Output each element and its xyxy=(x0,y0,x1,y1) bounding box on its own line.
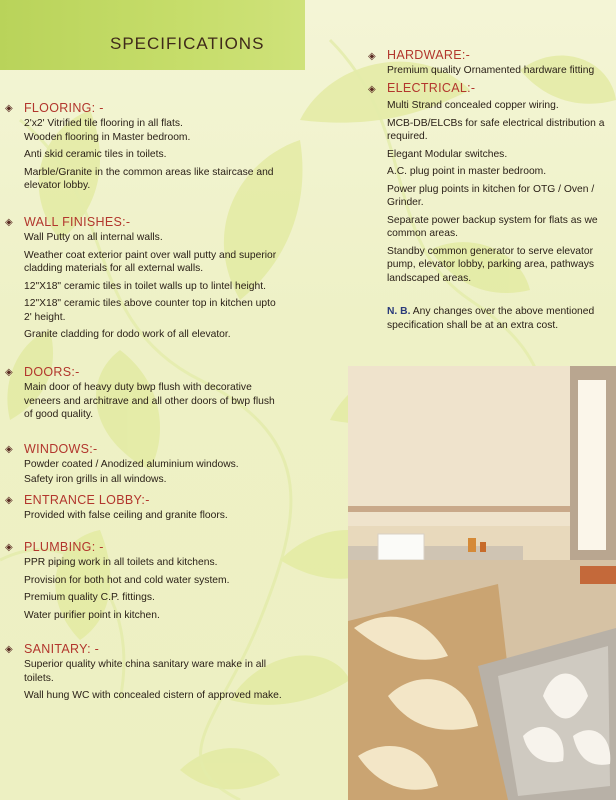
list-item: Safety iron grills in all windows. xyxy=(24,473,167,485)
heading-text: WINDOWS:- xyxy=(24,442,98,456)
list-item: Superior quality white china sanitary ware make in all toilets. xyxy=(24,659,267,684)
section-heading xyxy=(387,47,613,64)
section-windows xyxy=(5,441,286,486)
list-item: Multi Strand concealed copper wiring. xyxy=(387,100,559,111)
section-sanitary xyxy=(5,641,286,707)
list-item: PPR piping work in all toilets and kitchens. xyxy=(24,557,218,568)
section-wall-finishes xyxy=(5,214,286,346)
page-title: SPECIFICATIONS xyxy=(110,34,265,53)
section-heading xyxy=(5,492,286,509)
list-item: Main door of heavy duty bwp flush with decorative veneers and architrave and all other doors of bwp flush of good quality. xyxy=(24,382,275,420)
list-item: 12"X18" ceramic tiles above counter top in kitchen upto 2' height. xyxy=(24,298,276,323)
list-item: Water purifier point in kitchen. xyxy=(24,609,160,621)
heading-text: ENTRANCE LOBBY:- xyxy=(24,493,150,507)
section-plumbing xyxy=(5,539,286,626)
section-heading xyxy=(5,364,286,381)
section-flooring xyxy=(5,100,286,197)
list-item: Elegant Modular switches. xyxy=(387,148,508,160)
section-heading xyxy=(5,214,286,231)
list-item: 2'x2' Vitrified tile flooring in all flats. Wooden flooring in Master bedroom. xyxy=(24,118,191,143)
diamond-bullet-icon: ◈ xyxy=(5,542,13,553)
section-hardware xyxy=(387,47,613,78)
list-item: Weather coat exterior paint over wall putty and superior cladding materials for all external walls. xyxy=(24,249,277,274)
note-block xyxy=(387,305,616,332)
diamond-bullet-icon: ◈ xyxy=(5,444,13,455)
list-item: Wall hung WC with concealed cistern of approved make. xyxy=(24,690,282,701)
heading-text: ELECTRICAL:- xyxy=(387,81,476,95)
list-item: Marble/Granite in the common areas like staircase and elevator lobby. xyxy=(24,166,274,191)
section-heading xyxy=(5,441,286,458)
section-electrical xyxy=(387,80,616,289)
bathroom-tiles-photo xyxy=(348,366,616,800)
list-item: 12"X18" ceramic tiles in toilet walls up to lintel height. xyxy=(24,280,266,292)
diamond-bullet-icon: ◈ xyxy=(5,644,13,655)
note-text: Any changes over the above mentioned specification shall be at an extra cost. xyxy=(387,306,595,331)
list-item: A.C. plug point in master bedroom. xyxy=(387,166,547,177)
list-item: Provision for both hot and cold water system. xyxy=(24,574,230,586)
diamond-bullet-icon: ◈ xyxy=(5,103,13,114)
list-item: Wall Putty on all internal walls. xyxy=(24,232,163,243)
list-item: Premium quality Ornamented hardware fitting xyxy=(387,65,595,76)
section-entrance-lobby xyxy=(5,492,286,527)
list-item: Premium quality C.P. fittings. xyxy=(24,592,155,603)
heading-text: SANITARY: - xyxy=(24,642,100,656)
list-item: MCB-DB/ELCBs for safe electrical distribution a required. xyxy=(387,117,605,142)
heading-text: DOORS:- xyxy=(24,365,80,379)
list-item: Separate power backup system for flats as we common areas. xyxy=(387,214,598,239)
heading-text: WALL FINISHES:- xyxy=(24,215,131,229)
list-item: Standby common generator to serve elevator pump, elevator lobby, parking area, pathways landscaped areas. xyxy=(387,245,595,284)
section-heading xyxy=(5,100,286,117)
diamond-bullet-icon: ◈ xyxy=(368,51,376,62)
heading-text: PLUMBING: - xyxy=(24,540,104,554)
list-item: Anti skid ceramic tiles in toilets. xyxy=(24,149,167,160)
diamond-bullet-icon: ◈ xyxy=(5,495,13,506)
diamond-bullet-icon: ◈ xyxy=(368,84,376,95)
heading-text: HARDWARE:- xyxy=(387,48,471,62)
section-doors xyxy=(5,364,286,426)
section-heading xyxy=(387,80,616,97)
note-label: N. B. xyxy=(387,306,411,317)
heading-text: FLOORING: - xyxy=(24,101,104,115)
list-item: Provided with false ceiling and granite floors. xyxy=(24,510,228,521)
section-heading xyxy=(5,641,286,658)
list-item: Powder coated / Anodized aluminium windows. xyxy=(24,459,239,470)
section-heading xyxy=(5,539,286,556)
diamond-bullet-icon: ◈ xyxy=(5,217,13,228)
list-item: Granite cladding for dodo work of all elevator. xyxy=(24,329,231,340)
diamond-bullet-icon: ◈ xyxy=(5,367,13,378)
list-item: Power plug points in kitchen for OTG / Oven / Grinder. xyxy=(387,183,595,208)
